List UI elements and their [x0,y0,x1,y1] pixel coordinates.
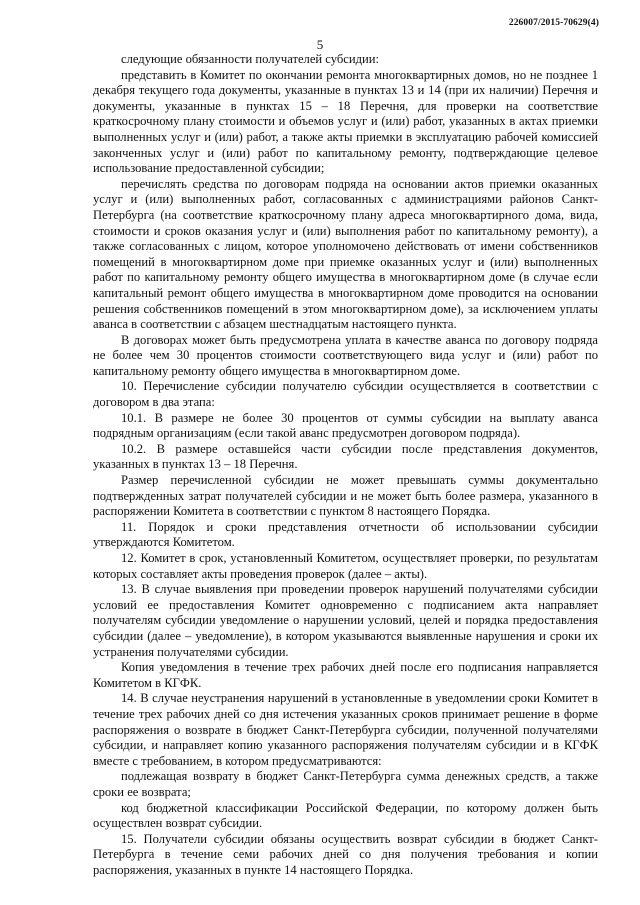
paragraph-subsidy-limit: Размер перечисленной субсидии не может превышать суммы документально подтвержденных затрат получателей субсидии и не может быть более размера, указанного в распоряжении Комитета в соответствии с пунктом 8 настоящего Порядка. [93,473,598,519]
page-number: 5 [316,37,324,52]
paragraph-notice-copy: Копия уведомления в течение трех рабочих дней после его подписания направляется Комитетом в КГФК. [93,660,598,690]
paragraph-refund-amount: подлежащая возврату в бюджет Санкт-Петербурга сумма денежных средств, а также сроки ее возврата; [93,769,598,799]
paragraph-submit-documents: представить в Комитет по окончании ремонта многоквартирных домов, но не позднее 1 декабря текущего года документы, указанные в пунктах 13 и 14 (при их наличии) Перечня и документы, указанные в пунктах 15 – 18 Перечня, для проверки на соответствие краткосрочному плану стоимости и объемов услуг и (или) работ, указанных в актах приемки выполненных услуг и (или) работ, а также акты приемки в эксплуатацию рабочей комиссией законченных услуг и (или) работ по капитальному ремонту, подтверждающие целевое использование предоставленной субсидии; [93,67,598,176]
paragraph-obligations-intro: следующие обязанности получателей субсидии: [121,52,379,66]
paragraph-clause-13: 13. В случае выявления при проведении проверок нарушений получателями субсидии условий ее предоставления Комитет одновременно с подписанием акта направляет получателям субсидии уведомление о нарушении условий, целей и порядка предоставления субсидии (далее – уведомление), в котором указываются выявленные нарушения и сроки их устранения получателями субсидии. [93,582,598,659]
paragraph-clause-10-1: 10.1. В размере не более 30 процентов от суммы субсидии на выплату аванса подрядным организациям (если такой аванс предусмотрен договором подряда). [93,410,598,441]
paragraph-clause-14: 14. В случае неустранения нарушений в установленные в уведомлении сроки Комитет в течение трех рабочих дней со дня истечения указанных сроков принимает решение в форме распоряжения о возврате в бюджет Санкт-Петербурга субсидии, полученной получателями субсидии, и направляет копию указанного распоряжения получателям субсидии и в КГФК вместе с требованием, в котором предусматриваются: [93,691,598,768]
paragraph-clause-15: 15. Получатели субсидии обязаны осуществить возврат субсидии в бюджет Санкт-Петербурга в течение семи рабочих дней со дня получения требования и копии распоряжения, указанных в пункте 14 настоящего Порядка. [93,831,598,877]
paragraph-clause-10: 10. Перечисление субсидии получателю субсидии осуществляется в соответствии с договором в два этапа: [93,379,598,410]
paragraph-advance-payment: В договорах может быть предусмотрена уплата в качестве аванса по договору подряда не более чем 30 процентов стоимости соответствующего вида услуг и (или) работ по капитальному ремонту общего имущества в многоквартирном доме. [93,332,598,378]
paragraph-budget-code: код бюджетной классификации Российской Федерации, по которому должен быть осуществлен возврат субсидии. [93,800,598,831]
paragraph-clause-11: 11. Порядок и сроки представления отчетности об использовании субсидии утверждаются Комитетом. [93,519,598,550]
document-body [93,52,598,878]
paragraph-clause-10-2: 10.2. В размере оставшейся части субсидии после представления документов, указанных в пунктах 13 – 18 Перечня. [93,441,598,472]
paragraph-clause-12: 12. Комитет в срок, установленный Комитетом, осуществляет проверки, по результатам которых составляет акты проведения проверок (далее – акты). [93,551,598,581]
document-registration-code: 226007/2015-70629(4) [508,18,599,28]
paragraph-transfer-funds: перечислять средства по договорам подряда на основании актов приемки оказанных услуг и (или) выполненных работ, согласованных с администрациями районов Санкт-Петербурга (на соответствие краткосрочному плану адреса многоквартирного дома, вида, стоимости и сроков оказания услуг и (или) выполнения работ по капитальному ремонту), а также согласованных с лицом, которое уполномочено действовать от имени собственников помещений в многоквартирном доме при приемке оказанных услуг и (или) выполненных работ по капитальному ремонту общего имущества в многоквартирном доме (в случае если капитальный ремонт общего имущества в многоквартирном доме проводится на основании решения собственников помещений в этом многоквартирном доме), за исключением уплаты аванса в соответствии с абзацем шестнадцатым настоящего пункта. [93,176,598,332]
